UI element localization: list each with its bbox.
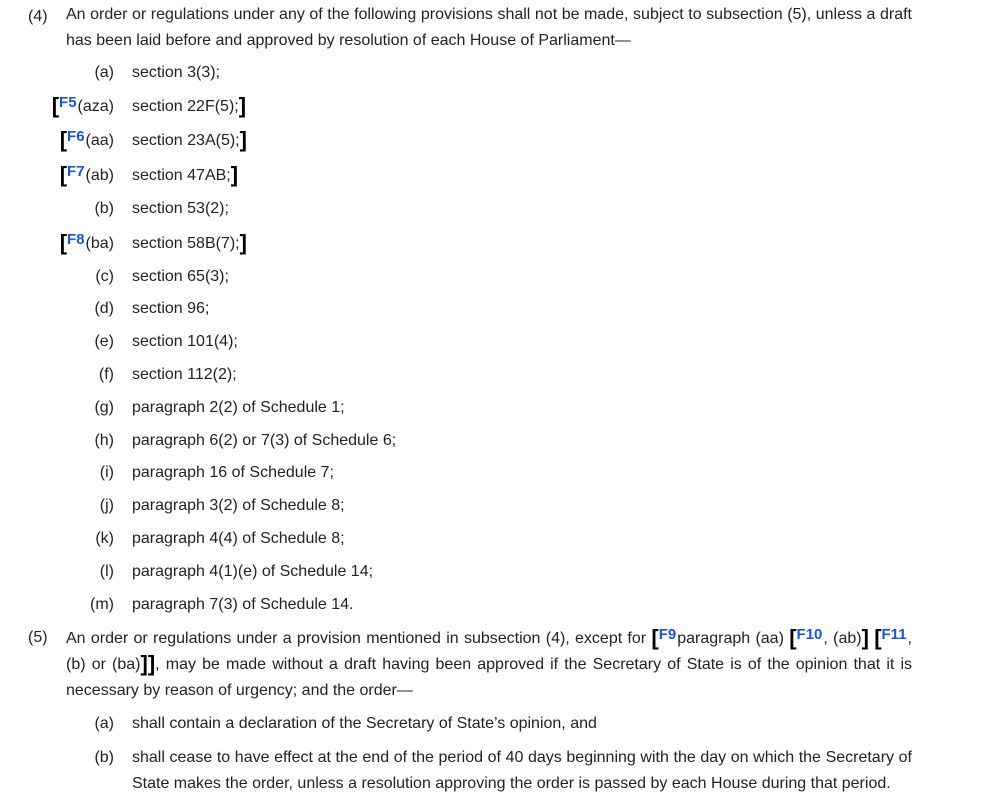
item-label: (k) (95, 530, 114, 547)
footnote-link-f5[interactable]: F5 (59, 94, 77, 111)
list-item (0, 493, 998, 519)
item-label: (c) (95, 268, 114, 285)
subsection-4-number: (4) (28, 8, 48, 25)
list-item (0, 428, 998, 454)
list-item (0, 60, 998, 86)
item-text: paragraph 2(2) of Schedule 1; (132, 399, 345, 416)
item-label: (a) (94, 715, 114, 732)
item-text: section 23A(5);] (132, 127, 247, 152)
list-item (0, 231, 998, 257)
list-item (0, 395, 998, 421)
amendment-close-bracket: ] (861, 625, 869, 650)
list-item (0, 711, 998, 737)
list-item (0, 329, 998, 355)
item-text: paragraph 4(1)(e) of Schedule 14; (132, 563, 374, 580)
subsection-5-text: An order or regulations under a provision mentioned in subsection (4), except for [F9paragraph (aa) [F10, (ab)] [F11, (b) or (ba)]], may be made without a draft having been approved if the Secretary of State is of the opinion that it is necessary by reason of urgency; and the order— (66, 625, 913, 699)
list-item (0, 128, 998, 154)
list-item (0, 559, 998, 585)
item-text: paragraph 6(2) or 7(3) of Schedule 6; (132, 432, 397, 449)
item-label: (e) (94, 333, 114, 350)
amendment-close-bracket: ]] (140, 651, 156, 676)
amendment-open-bracket: [ (59, 127, 68, 152)
amendment-open-bracket: [ (59, 162, 68, 187)
footnote-link-f8[interactable]: F8 (67, 231, 85, 248)
item-label: [F8(ba) (59, 230, 114, 255)
subsection-5-number: (5) (28, 629, 48, 646)
list-item (0, 264, 998, 290)
footnote-link-f11[interactable]: F11 (881, 626, 907, 643)
amendment-open-bracket: [ (51, 93, 60, 118)
amendment-open-bracket: [ (789, 625, 797, 650)
item-text: shall cease to have effect at the end of the period of 40 days beginning with the day on which the Secretary of State makes the order, unless a resolution approving the order is passed by each House during that period. (132, 749, 912, 792)
item-label: (i) (99, 464, 114, 481)
item-label: (d) (94, 300, 114, 317)
item-text: section 101(4); (132, 333, 238, 350)
item-label: (j) (99, 497, 114, 514)
footnote-link-f7[interactable]: F7 (67, 163, 85, 180)
amendment-close-bracket: ] (230, 162, 239, 187)
item-label: [F7(ab) (59, 162, 114, 187)
footnote-link-f10[interactable]: F10 (796, 626, 823, 643)
item-text: section 3(3); (132, 64, 221, 81)
list-item (0, 196, 998, 222)
item-text: paragraph 3(2) of Schedule 8; (132, 497, 345, 514)
amendment-open-bracket: [ (874, 625, 882, 650)
item-text: section 96; (132, 300, 210, 317)
footnote-link-f9[interactable]: F9 (658, 626, 677, 643)
list-item (0, 296, 998, 322)
item-text: section 22F(5);] (132, 93, 247, 118)
item-label: (b) (94, 749, 114, 766)
item-text: paragraph 7(3) of Schedule 14. (132, 596, 354, 613)
amendment-close-bracket: ] (239, 127, 247, 152)
item-text: paragraph 16 of Schedule 7; (132, 464, 334, 481)
item-text: section 53(2); (132, 200, 229, 217)
amendment-close-bracket: ] (238, 93, 247, 118)
amendment-open-bracket: [ (651, 625, 659, 650)
item-text: section 58B(7);] (132, 230, 247, 255)
subsection-4-text: An order or regulations under any of the following provisions shall not be made, subject to subsection (5), unless a draft has been laid before and approved by resolution of each House of Parliament— (66, 6, 912, 49)
item-label: (f) (98, 366, 114, 383)
list-item (0, 526, 998, 552)
item-text: section 65(3); (132, 268, 229, 285)
item-text: shall contain a declaration of the Secretary of State’s opinion, and (132, 715, 597, 732)
item-label: (b) (94, 200, 114, 217)
list-item (0, 460, 998, 486)
list-item (0, 592, 998, 618)
item-text: paragraph 4(4) of Schedule 8; (132, 530, 345, 547)
item-label: (g) (94, 399, 114, 416)
list-item (0, 94, 998, 120)
item-label: (h) (94, 432, 114, 449)
footnote-link-f6[interactable]: F6 (67, 128, 85, 145)
amendment-close-bracket: ] (239, 230, 247, 255)
item-text: section 47AB;] (132, 162, 239, 187)
item-label: (a) (94, 64, 114, 81)
item-label: [F5(aza) (51, 93, 114, 118)
item-label: [F6(aa) (59, 127, 114, 152)
list-item (0, 163, 998, 189)
list-item (0, 362, 998, 388)
list-item (0, 745, 998, 797)
item-label: (l) (99, 563, 114, 580)
item-text: section 112(2); (132, 366, 237, 383)
amendment-open-bracket: [ (59, 230, 68, 255)
item-label: (m) (90, 596, 114, 613)
